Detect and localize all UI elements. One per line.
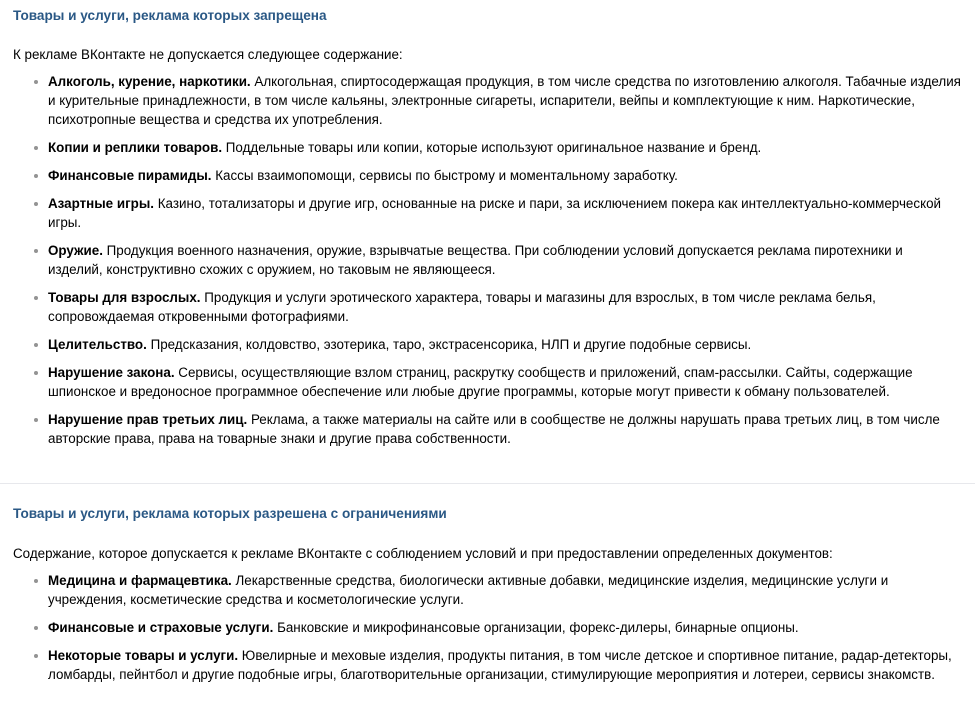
item-text: Поддельные товары или копии, которые используют оригинальное название и бренд. <box>225 140 762 155</box>
list-item <box>48 571 961 609</box>
list-item <box>48 194 961 232</box>
item-term: Алкоголь, курение, наркотики. <box>48 74 251 89</box>
item-text: Казино, тотализаторы и другие игр, основанные на риске и пари, за исключением покера как интеллектуально-коммерческой игры. <box>48 196 942 230</box>
item-term: Азартные игры. <box>48 196 154 211</box>
item-text: Банковские и микрофинансовые организации, форекс-дилеры, бинарные опционы. <box>277 620 799 635</box>
list-item <box>48 166 961 185</box>
bullet-icon <box>34 146 38 150</box>
section-intro: Содержание, которое допускается к рекламе ВКонтакте с соблюдением условий и при предоставлении определенных документов: <box>13 546 833 561</box>
bullet-icon <box>34 174 38 178</box>
item-term: Оружие. <box>48 243 103 258</box>
item-text: Ювелирные и меховые изделия, продукты питания, в том числе детское и спортивное питание, радар-детекторы, ломбарды, пейнтбол и другие подобные игры, благотворительные организации, стимулирующие мероприятия и лотереи, сервисы знакомств. <box>48 648 952 682</box>
list-item <box>48 288 961 326</box>
bullet-icon <box>34 296 38 300</box>
item-text: Продукция военного назначения, оружие, взрывчатые вещества. При соблюдении условий допускается реклама пиротехники и изделий, конструктивно схожих с оружием, но таковым не являющееся. <box>48 243 903 277</box>
bullet-icon <box>34 343 38 347</box>
item-term: Некоторые товары и услуги. <box>48 648 239 663</box>
item-text: Сервисы, осуществляющие взлом страниц, раскрутку сообществ и приложений, спам-рассылки. Сайты, содержащие шпионское и вредоносное программное обеспечение или любые другие программы, которые могут привести к обману пользователей. <box>48 365 913 399</box>
item-term: Финансовые пирамиды. <box>48 168 212 183</box>
restricted-section <box>0 484 975 684</box>
bullet-icon <box>34 371 38 375</box>
item-term: Нарушение закона. <box>48 365 175 380</box>
list-item <box>48 138 961 157</box>
item-term: Финансовые и страховые услуги. <box>48 620 274 635</box>
item-term: Копии и реплики товаров. <box>48 140 223 155</box>
item-term: Нарушение прав третьих лиц. <box>48 412 248 427</box>
bullet-icon <box>34 418 38 422</box>
rules-list <box>13 72 961 448</box>
bullet-icon <box>34 249 38 253</box>
rules-list <box>13 571 961 684</box>
section-intro: К рекламе ВКонтакте не допускается следующее содержание: <box>13 47 403 62</box>
item-term: Медицина и фармацевтика. <box>48 573 232 588</box>
item-text: Предсказания, колдовство, эзотерика, таро, экстрасенсорика, НЛП и другие подобные сервисы. <box>150 337 752 352</box>
item-term: Товары для взрослых. <box>48 290 201 305</box>
list-item <box>48 241 961 279</box>
list-item <box>48 363 961 401</box>
list-item <box>48 646 961 684</box>
bullet-icon <box>34 579 38 583</box>
item-text: Продукция и услуги эротического характера, товары и магазины для взрослых, в том числе реклама белья, сопровождаемая откровенными фотографиями. <box>48 290 876 324</box>
item-text: Реклама, а также материалы на сайте или в сообществе не должны нарушать права третьих лиц, в том числе авторские права, права на товарные знаки и другие права собственности. <box>48 412 940 446</box>
item-term: Целительство. <box>48 337 147 352</box>
list-item <box>48 618 961 637</box>
bullet-icon <box>34 80 38 84</box>
list-item <box>48 335 961 354</box>
list-item <box>48 72 961 129</box>
bullet-icon <box>34 654 38 658</box>
section-title: Товары и услуги, реклама которых разрешена с ограничениями <box>13 506 447 521</box>
item-text: Лекарственные средства, биологически активные добавки, медицинские изделия, медицинские услуги и учреждения, косметические средства и косметологические услуги. <box>48 573 889 607</box>
section-title: Товары и услуги, реклама которых запрещена <box>13 8 327 23</box>
item-text: Алкогольная, спиртосодержащая продукция, в том числе средства по изготовлению алкоголя. Табачные изделия и курительные принадлежности, в том числе кальяны, электронные сигареты, испарители, вейпы и комплектующие к ним. Наркотические, психотропные вещества и средства их употребления. <box>48 74 961 127</box>
bullet-icon <box>34 202 38 206</box>
list-item <box>48 410 961 448</box>
bullet-icon <box>34 626 38 630</box>
item-text: Кассы взаимопомощи, сервисы по быстрому и моментальному заработку. <box>215 168 678 183</box>
